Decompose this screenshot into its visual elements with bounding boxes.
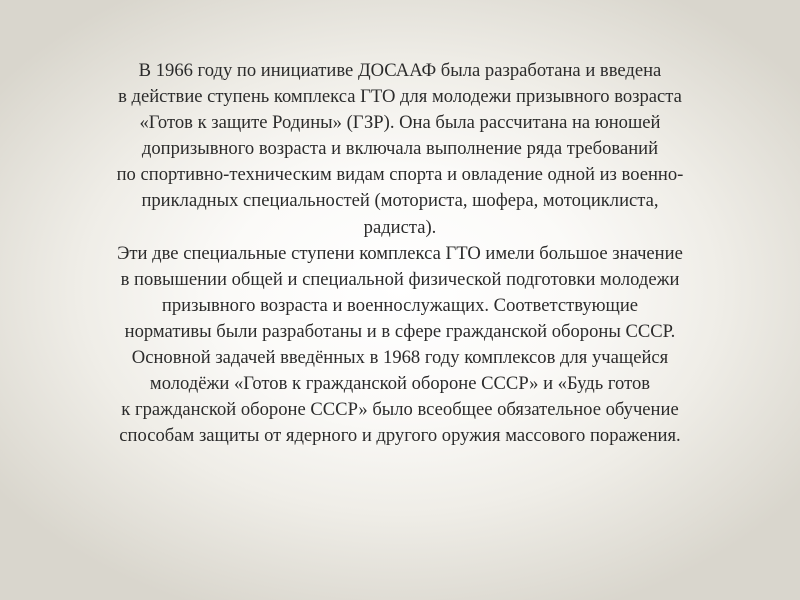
text-line: Основной задачей введённых в 1968 году комплексов для учащейся (131, 347, 669, 369)
text-line: в действие ступень комплекса ГТО для молодежи призывного возраста (118, 86, 682, 108)
text-line: к гражданской обороне СССР» было всеобщее обязательное обучение (121, 399, 679, 421)
text-line: прикладных специальностей (моториста, шофера, мотоциклиста, (141, 190, 659, 212)
text-line: призывного возраста и военнослужащих. Соответствующие (161, 294, 639, 316)
text-line: молодёжи «Готов к гражданской обороне СССР» и «Будь готов (149, 373, 651, 395)
text-line: допризывного возраста и включала выполнение ряда требований (141, 138, 659, 160)
text-line: по спортивно-техническим видам спорта и овладение одной из военно- (116, 164, 684, 186)
text-line: В 1966 году по инициативе ДОСААФ была разработана и введена (138, 60, 662, 81)
text-line: радиста). (363, 216, 437, 238)
text-line: Эти две специальные ступени комплекса ГТО имели большое значение (117, 242, 683, 264)
text-line: способам защиты от ядерного и другого оружия массового поражения. (119, 425, 681, 447)
text-line: «Готов к защите Родины» (ГЗР). Она была рассчитана на юношей (139, 112, 661, 134)
slide-text (60, 58, 740, 449)
text-line: нормативы были разработаны и в сфере гражданской обороны СССР. (124, 320, 676, 342)
text-line: в повышении общей и специальной физической подготовки молодежи (120, 268, 680, 290)
